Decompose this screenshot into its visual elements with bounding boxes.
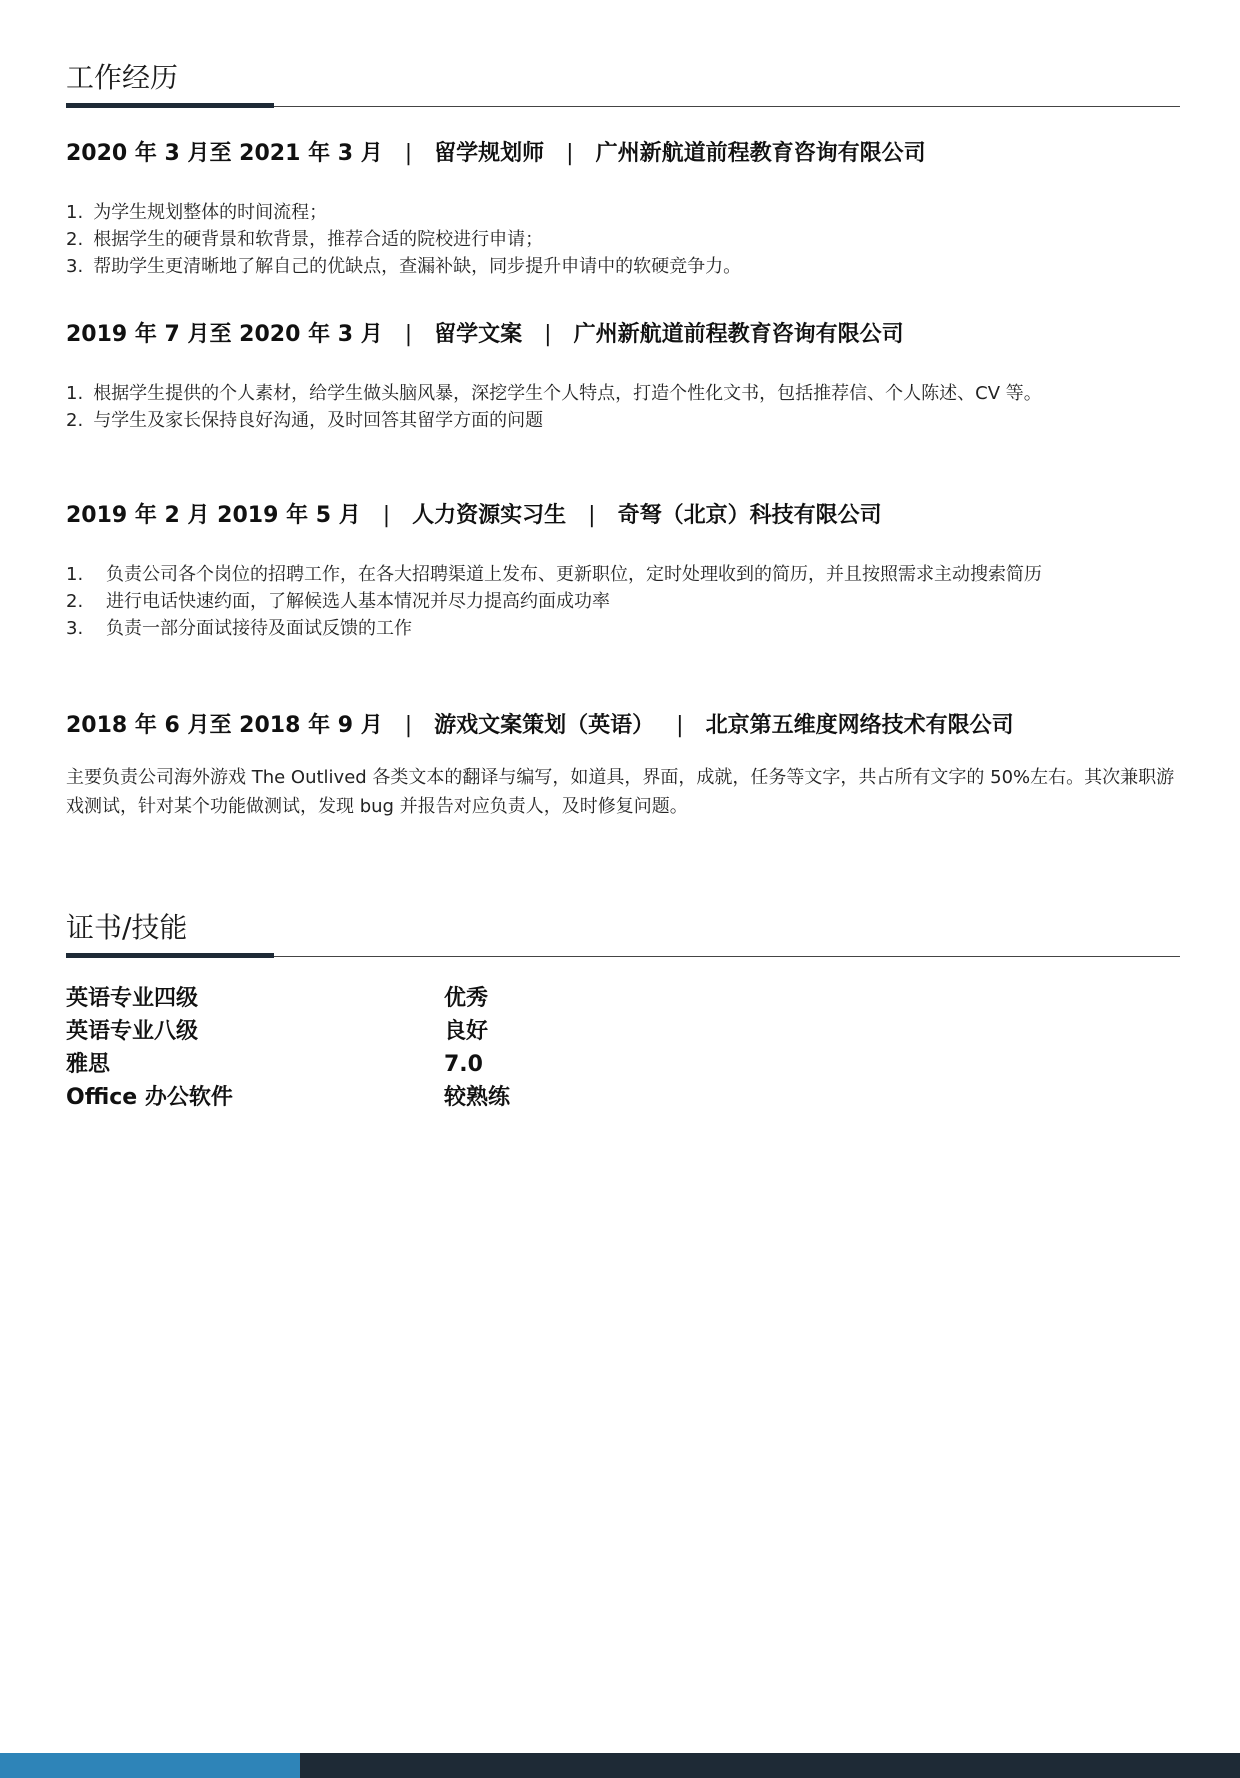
job-description: 主要负责公司海外游戏 The Outlived 各类文本的翻译与编写，如道具，界面，成就，任务等文字，共占所有文字的 50%左右。其次兼职游戏测试，针对某个功能做测试，发现 bug 并报告对应负责人，及时修复问题。 bbox=[66, 767, 1175, 817]
skill-level: 较熟练 bbox=[444, 1085, 511, 1110]
job-company: 广州新航道前程教育咨询有限公司 bbox=[595, 141, 926, 166]
job-role: 游戏文案策划（英语） bbox=[434, 713, 655, 738]
skill-row bbox=[66, 982, 766, 1015]
job-role: 留学规划师 bbox=[434, 141, 545, 166]
job-header bbox=[66, 320, 1180, 350]
list-item: 1. 为学生规划整体的时间流程； bbox=[66, 202, 328, 223]
separator: | bbox=[404, 322, 413, 347]
footer-bar bbox=[0, 1753, 1240, 1778]
job-period: 2018 年 6 月至 2018 年 9 月 bbox=[66, 713, 383, 738]
section-divider bbox=[66, 952, 1180, 960]
job-company: 北京第五维度网络技术有限公司 bbox=[705, 713, 1014, 738]
list-item: 3. 帮助学生更清晰地了解自己的优缺点，查漏补缺，同步提升申请中的软硬竞争力。 bbox=[66, 256, 742, 277]
skill-name: 雅思 bbox=[66, 1052, 111, 1077]
list-item: 2. 根据学生的硬背景和软背景，推荐合适的院校进行申请； bbox=[66, 229, 544, 250]
job-header bbox=[66, 501, 1180, 531]
separator: | bbox=[382, 503, 391, 528]
job-period: 2019 年 2 月 2019 年 5 月 bbox=[66, 503, 361, 528]
job-header bbox=[66, 711, 1180, 741]
work-experience-title: 工作经历 bbox=[66, 61, 179, 94]
separator: | bbox=[404, 141, 413, 166]
skill-level: 优秀 bbox=[444, 986, 489, 1011]
list-item: 1. 负责公司各个岗位的招聘工作，在各大招聘渠道上发布、更新职位，定时处理收到的简历，并且按照需求主动搜索简历 bbox=[66, 564, 1042, 585]
list-item: 1. 根据学生提供的个人素材，给学生做头脑风暴，深挖学生个人特点，打造个性化文书，包括推荐信、个人陈述、CV 等。 bbox=[66, 383, 1042, 404]
section-divider bbox=[66, 102, 1180, 110]
footer-accent bbox=[0, 1753, 300, 1778]
separator: | bbox=[404, 713, 413, 738]
job-period: 2019 年 7 月至 2020 年 3 月 bbox=[66, 322, 383, 347]
job-entry-2 bbox=[66, 320, 1180, 434]
skills-title: 证书/技能 bbox=[66, 911, 188, 944]
skills-section bbox=[66, 910, 1180, 960]
separator: | bbox=[588, 503, 596, 528]
separator: | bbox=[566, 141, 574, 166]
skill-level: 7.0 bbox=[444, 1052, 483, 1077]
skill-name: 英语专业四级 bbox=[66, 986, 199, 1011]
job-duties bbox=[66, 561, 1180, 642]
job-duties bbox=[66, 199, 1180, 280]
job-entry-1 bbox=[66, 139, 1180, 280]
skill-name: Office 办公软件 bbox=[66, 1085, 233, 1110]
job-company: 广州新航道前程教育咨询有限公司 bbox=[573, 322, 904, 347]
work-experience-section bbox=[66, 60, 1180, 110]
skill-row bbox=[66, 1015, 766, 1048]
list-item: 2. 与学生及家长保持良好沟通，及时回答其留学方面的问题 bbox=[66, 410, 544, 431]
separator: | bbox=[544, 322, 552, 347]
job-role: 留学文案 bbox=[434, 322, 523, 347]
separator: | bbox=[676, 713, 684, 738]
skills-table bbox=[66, 982, 766, 1114]
job-role: 人力资源实习生 bbox=[412, 503, 567, 528]
job-company: 奇弩（北京）科技有限公司 bbox=[617, 503, 882, 528]
job-entry-4 bbox=[66, 711, 1180, 821]
job-entry-3 bbox=[66, 501, 1180, 642]
skill-row bbox=[66, 1081, 766, 1114]
list-item: 3. 负责一部分面试接待及面试反馈的工作 bbox=[66, 618, 412, 639]
job-duties bbox=[66, 380, 1180, 434]
skill-name: 英语专业八级 bbox=[66, 1019, 199, 1044]
job-period: 2020 年 3 月至 2021 年 3 月 bbox=[66, 141, 383, 166]
list-item: 2. 进行电话快速约面，了解候选人基本情况并尽力提高约面成功率 bbox=[66, 591, 610, 612]
skill-level: 良好 bbox=[444, 1019, 489, 1044]
skill-row bbox=[66, 1048, 766, 1081]
job-header bbox=[66, 139, 1180, 169]
